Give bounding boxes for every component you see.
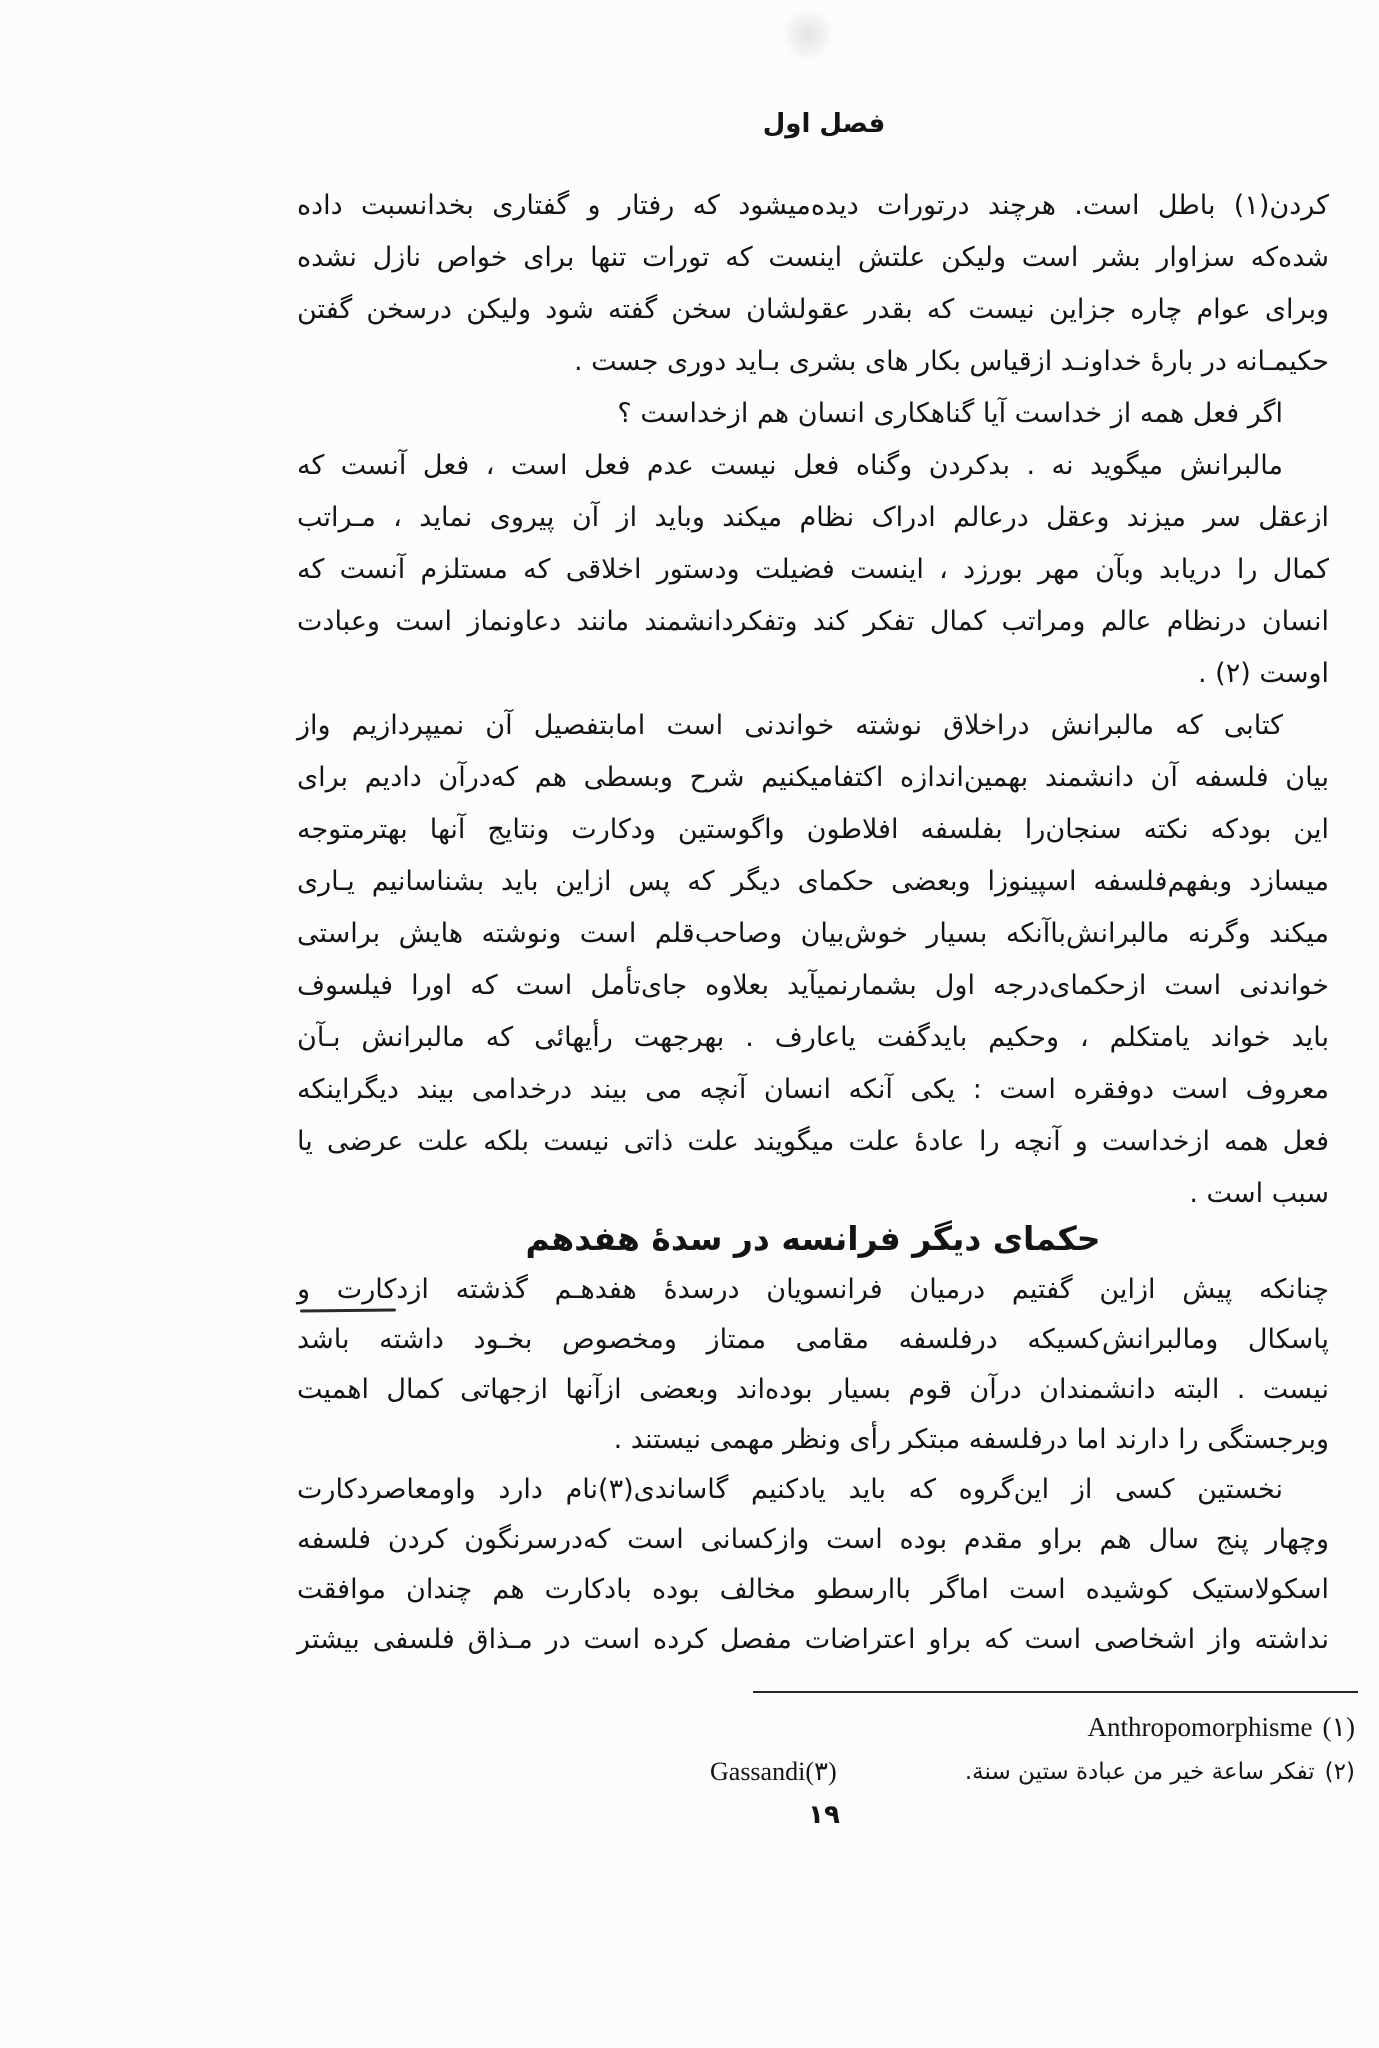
body-text [297, 180, 1329, 1220]
text-line: شده‌که سزاوار بشر است ولیکن علتش اینست که تورات تنها برای خواص نازل نشده [297, 242, 1329, 273]
text-line: مالبرانش میگوید نه . بدکردن وگناه فعل نیست عدم فعل است ، فعل آنست که [297, 450, 1283, 481]
footnote-marker: (۱) [1322, 1712, 1355, 1742]
page-number: ۱۹ [808, 1800, 840, 1830]
text-line: اگر فعل همه از خداست آیا گناهکاری انسان هم ازخداست ؟ [617, 398, 1283, 429]
paragraph [297, 700, 1329, 1220]
scan-smudge [784, 10, 832, 60]
section-heading: حکمای دیگر فرانسه در سدهٔ هفدهم [525, 1219, 1101, 1258]
footnote-text: Anthropomorphisme [1087, 1712, 1313, 1742]
footnote-marker: (۳) [805, 1757, 837, 1786]
text-line: اسکولاستیک کوشیده است اماگر باارسطو مخالف بوده بادکارت هم چندان موافقت [297, 1574, 1329, 1605]
text-line: اوست (۲) . [1197, 658, 1329, 689]
text-line: کتابی که مالبرانش دراخلاق نوشته خواندنی است امابتفصیل آن نمیپردازیم واز [297, 710, 1283, 741]
text-line: حکیمـانه در بارهٔ خداونـد ازقیاس بکار های بشری بـاید دوری جست . [573, 346, 1329, 377]
text-line: چنانکه پیش ازاین گفتیم درمیان فرانسویان درسدهٔ هفدهـم گذشته ازدکارت و [297, 1274, 1329, 1305]
text-line: بیان فلسفه آن دانشمند بهمین‌اندازه اکتفامیکنیم شرح وبسطی هم که‌درآن دادیم برای [297, 762, 1329, 793]
paragraph [297, 440, 1329, 700]
footnote-1 [1088, 1709, 1356, 1745]
text-line: پاسکال ومالبرانش‌کسیکه درفلسفه مقامی ممتاز ومخصوص بخـود داشته باشد [297, 1324, 1329, 1355]
text-line: معروف است دوفقره است : یکی آنکه انسان آنچه می بیند درخدامی بیند دیگراینکه [297, 1074, 1329, 1105]
text-line: باید خواند یامتکلم ، وحکیم بایدگفت یاعارف . بهرجهت رأیهائی که مالبرانش بـآن [297, 1022, 1329, 1053]
footnote-2 [965, 1754, 1355, 1790]
text-line: ازعقل سر میزند وعقل درعالم ادراک نظام میکند وباید از آن پیروی نماید ، مـراتب [297, 502, 1329, 533]
paragraph [297, 388, 1329, 440]
section-body-text [297, 1265, 1329, 1665]
paragraph [297, 1465, 1329, 1665]
text-line: وبرای عوام چاره جزاین نیست که بقدر عقولشان سخن گفته شود ولیکن درسخن گفتن [297, 294, 1329, 325]
text-line: این بودکه نکته سنجان‌را بفلسفه افلاطون واگوستین ودکارت ونتایج آنها بهترمتوجه [297, 814, 1329, 845]
paragraph [297, 1265, 1329, 1465]
paragraph [297, 180, 1329, 388]
text-line: نخستین کسی از این‌گروه که باید یادکنیم گاساندی(۳)نام دارد واومعاصردکارت [297, 1474, 1283, 1505]
text-line: فعل همه ازخداست و آنچه را عادهٔ علت میگویند علت ذاتی نیست بلکه علت عرضی یا [297, 1126, 1329, 1157]
text-line: وچهار پنج سال هم براو مقدم بوده است وازکسانی است که‌درسرنگون کردن فلسفه [297, 1524, 1329, 1555]
footnote-3 [710, 1754, 837, 1790]
footnote-separator [753, 1691, 1358, 1693]
text-line: سبب است . [1189, 1178, 1329, 1209]
footnote-text: Gassandi [710, 1757, 806, 1786]
footnote-text: تفکر ساعة خیر من عبادة ستین سنة. [964, 1759, 1315, 1785]
text-line: کردن(۱) باطل است. هرچند درتورات دیده‌میشود که رفتار و گفتاری بخدانسبت داده [297, 190, 1329, 221]
text-line: خواندنی است ازحکمای‌درجه اول بشمارنمیآید بعلاوه جای‌تأمل است که اورا فیلسوف [297, 970, 1329, 1001]
text-line: وبرجستگی را دارند اما درفلسفه مبتکر رأی ونظر مهمی نیستند . [613, 1424, 1329, 1455]
text-line: انسان درنظام عالم ومراتب کمال تفکر کند وتفکردانشمند مانند دعاونماز است وعبادت [297, 606, 1329, 637]
footnote-marker: (۲) [1324, 1759, 1355, 1785]
running-header: فصل اول [762, 109, 886, 139]
text-line: کمال را دریابد وبآن مهر بورزد ، اینست فضیلت ودستور اخلاقی که مستلزم آنست که [297, 554, 1329, 585]
text-line: میسازد وبفهم‌فلسفه اسپینوزا وبعضی حکمای دیگر که پس ازاین باید بشناسانیم یـاری [297, 866, 1329, 897]
text-line: میکند وگرنه مالبرانش‌باآنکه بسیار خوش‌بیان وصاحب‌قلم است ونوشته هایش براستی [297, 918, 1329, 949]
text-line: نیست . البته دانشمندان درآن قوم بسیار بوده‌اند وبعضی ازآنها ازجهاتی کمال اهمیت [297, 1374, 1329, 1405]
text-line: نداشته واز اشخاصی است که براو اعتراضات مفصل کرده است در مـذاق فلسفی بیشتر [297, 1624, 1329, 1655]
